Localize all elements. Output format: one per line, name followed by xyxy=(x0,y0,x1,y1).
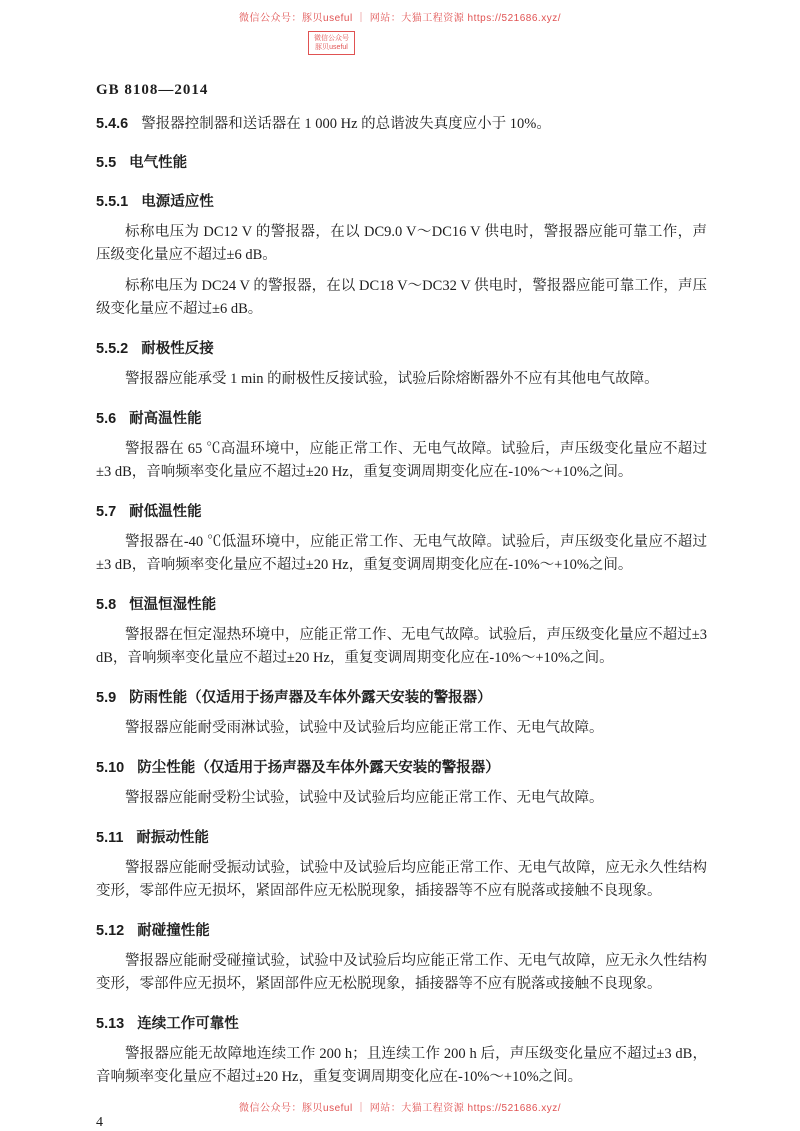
clause-inline-text: 警报器控制器和送话器在 1 000 Hz 的总谐波失真度应小于 10%。 xyxy=(141,116,551,132)
top-watermark: 微信公众号：豚贝useful ｜ 网站：大猫工程资源 https://521686.xyz/ xyxy=(239,13,561,24)
clause-title: 耐高温性能 xyxy=(129,411,202,427)
clause-5-5-1 xyxy=(96,191,707,321)
clause-title: 防雨性能（仅适用于扬声器及车体外露天安装的警报器） xyxy=(129,690,492,706)
clause-5-7 xyxy=(96,501,707,577)
clause-number: 5.7 xyxy=(96,504,117,520)
clause-paragraph: 警报器在 65 ℃高温环境中，应能正常工作、无电气故障。试验后，声压级变化量应不超过±3 dB，音响频率变化量应不超过±20 Hz，重复变调周期变化应在-10%～+10%之间。 xyxy=(96,441,707,480)
clause-paragraph: 警报器在恒定湿热环境中，应能正常工作、无电气故障。试验后，声压级变化量应不超过±3 dB，音响频率变化量应不超过±20 Hz，重复变调周期变化应在-10%～+10%之间。 xyxy=(96,627,707,666)
red-stamp-box xyxy=(308,31,355,55)
clause-title: 连续工作可靠性 xyxy=(137,1016,239,1032)
clause-5-5-2 xyxy=(96,338,707,391)
clause-5-11 xyxy=(96,827,707,903)
clause-5-9 xyxy=(96,687,707,740)
clause-paragraph: 警报器应能耐受振动试验，试验中及试验后均应能正常工作、无电气故障，应无永久性结构变形，零部件应无损坏，紧固部件应无松脱现象，插接器等不应有脱落或接触不良现象。 xyxy=(96,860,707,899)
clause-number: 5.8 xyxy=(96,597,117,613)
clause-paragraph: 警报器在-40 ℃低温环境中，应能正常工作、无电气故障。试验后，声压级变化量应不超过±3 dB，音响频率变化量应不超过±20 Hz，重复变调周期变化应在-10%～+10%之间。 xyxy=(96,534,707,573)
clause-number: 5.9 xyxy=(96,690,117,706)
clause-title: 恒温恒湿性能 xyxy=(129,597,217,613)
clause-5-12 xyxy=(96,920,707,996)
bottom-watermark: 微信公众号：豚贝useful ｜ 网站：大猫工程资源 https://521686.xyz/ xyxy=(239,1103,561,1114)
stamp-line2: 豚贝useful xyxy=(315,44,348,51)
clause-number: 5.5.2 xyxy=(96,341,129,357)
clause-title: 耐低温性能 xyxy=(129,504,202,520)
clause-5-10 xyxy=(96,757,707,810)
clause-paragraph: 警报器应能耐受碰撞试验，试验中及试验后均应能正常工作、无电气故障，应无永久性结构变形，零部件应无损坏，紧固部件应无松脱现象，插接器等不应有脱落或接触不良现象。 xyxy=(96,953,707,992)
clause-paragraph: 警报器应能无故障地连续工作 200 h；且连续工作 200 h 后，声压级变化量应不超过±3 dB，音响频率变化量应不超过±20 Hz，重复变调周期变化应在-10%～+10%之间。 xyxy=(96,1046,707,1085)
clause-title: 电气性能 xyxy=(129,155,188,171)
clause-paragraph: 警报器应能承受 1 min 的耐极性反接试验，试验后除熔断器外不应有其他电气故障。 xyxy=(125,371,659,387)
clause-number: 5.11 xyxy=(96,830,124,846)
clause-title: 耐振动性能 xyxy=(136,830,209,846)
clause-5-6 xyxy=(96,408,707,484)
clause-number: 5.12 xyxy=(96,923,125,939)
clause-5-5 xyxy=(96,152,707,174)
clause-paragraph: 警报器应能耐受雨淋试验，试验中及试验后均应能正常工作、无电气故障。 xyxy=(125,720,604,736)
clause-number: 5.5 xyxy=(96,155,117,171)
clause-paragraph: 警报器应能耐受粉尘试验，试验中及试验后均应能正常工作、无电气故障。 xyxy=(125,790,604,806)
document-code: GB 8108—2014 xyxy=(96,82,209,98)
clause-title: 电源适应性 xyxy=(141,194,214,210)
clause-5-4-6 xyxy=(96,113,707,135)
clause-5-8 xyxy=(96,594,707,670)
clause-title: 防尘性能（仅适用于扬声器及车体外露天安装的警报器） xyxy=(137,760,500,776)
clause-number: 5.5.1 xyxy=(96,194,129,210)
clause-number: 5.10 xyxy=(96,760,125,776)
clause-number: 5.13 xyxy=(96,1016,125,1032)
clause-paragraph: 标称电压为 DC12 V 的警报器，在以 DC9.0 V～DC16 V 供电时，警报器应能可靠工作，声压级变化量应不超过±6 dB。 xyxy=(96,224,707,263)
stamp-line1: 微信公众号 xyxy=(314,35,349,42)
clause-5-13 xyxy=(96,1013,707,1089)
clause-paragraph: 标称电压为 DC24 V 的警报器，在以 DC18 V～DC32 V 供电时，警报器应能可靠工作，声压级变化量应不超过±6 dB。 xyxy=(96,278,707,317)
clause-number: 5.4.6 xyxy=(96,116,129,132)
clause-title: 耐极性反接 xyxy=(141,341,214,357)
clause-number: 5.6 xyxy=(96,411,117,427)
page-number: 4 xyxy=(96,1115,103,1130)
clause-title: 耐碰撞性能 xyxy=(137,923,210,939)
